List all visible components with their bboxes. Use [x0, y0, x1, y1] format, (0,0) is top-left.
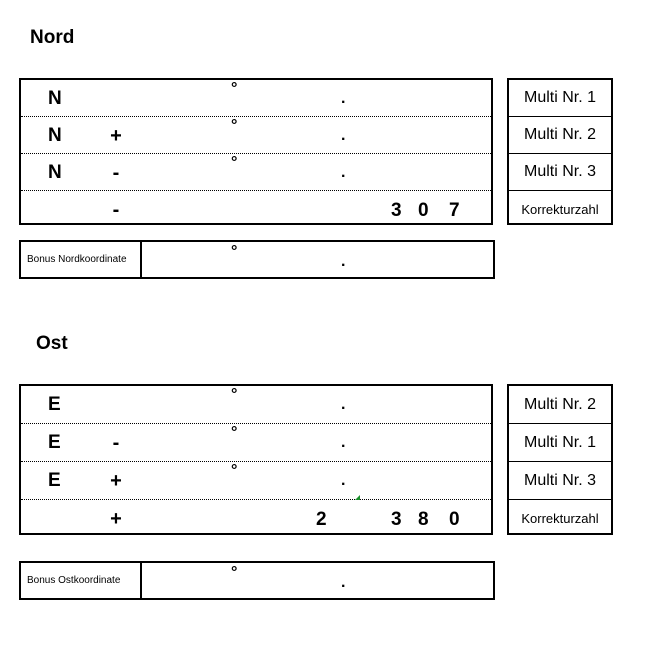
nord-row-2-direction: N [48, 125, 62, 146]
ost-row-2 [21, 424, 491, 462]
ost-row-2-operator: - [112, 432, 120, 454]
ost-row-3 [21, 462, 491, 500]
nord-row-1-degree-sign: ° [231, 80, 238, 97]
nord-bonus-degree-sign: ° [231, 243, 238, 260]
ost-multi-label: Multi Nr. 2 [509, 386, 611, 424]
nord-row-3-degree-sign: ° [231, 154, 238, 171]
nord-row-2-operator: + [110, 125, 122, 147]
nord-row-2 [21, 117, 491, 154]
ost-correction-digit: 3 [391, 509, 402, 530]
nord-multi-column [507, 78, 613, 225]
nord-row-1-direction: N [48, 88, 62, 109]
ost-row-3-degree-sign: ° [231, 462, 238, 479]
nord-correction-operator: - [112, 199, 120, 221]
ost-title: Ost [36, 333, 68, 354]
nord-row-1 [21, 80, 491, 117]
nord-bonus-decimal-point: . [341, 253, 346, 270]
ost-bonus-label: Bonus Ostkoordinate [21, 563, 142, 598]
nord-multi-label: Multi Nr. 3 [509, 154, 611, 191]
nord-bonus-box [19, 240, 495, 279]
ost-row-1-direction: E [48, 394, 61, 415]
ost-row-3-operator: + [110, 470, 122, 492]
nord-row-1-decimal-point: . [341, 90, 346, 107]
nord-title: Nord [30, 27, 75, 48]
ost-korrekturzahl-label: Korrekturzahl [521, 511, 599, 526]
ost-row-3-direction: E [48, 470, 61, 491]
ost-correction-digit: 2 [316, 509, 327, 530]
nord-row-3 [21, 154, 491, 191]
ost-row-1-degree-sign: ° [231, 386, 238, 403]
ost-correction-operator: + [110, 508, 122, 530]
ost-correction-row [21, 500, 491, 537]
ost-bonus-decimal-point: . [341, 574, 346, 591]
nord-row-3-decimal-point: . [341, 164, 346, 181]
ost-multi-column [507, 384, 613, 535]
ost-row-3-decimal-point: . [341, 472, 346, 489]
nord-row-2-degree-sign: ° [231, 117, 238, 134]
nord-row-3-operator: - [112, 162, 120, 184]
ost-bonus-degree-sign: ° [231, 564, 238, 581]
nord-calc-box [19, 78, 493, 225]
nord-multi-label: Multi Nr. 1 [509, 80, 611, 117]
nord-correction-digit: 7 [449, 200, 460, 221]
nord-correction-digit: 3 [391, 200, 402, 221]
ost-row-2-decimal-point: . [341, 434, 346, 451]
nord-bonus-label: Bonus Nordkoordinate [21, 242, 142, 277]
ost-row-1 [21, 386, 491, 424]
ost-calc-box [19, 384, 493, 535]
ost-row-2-direction: E [48, 432, 61, 453]
ost-row-2-degree-sign: ° [231, 424, 238, 441]
ost-bonus-box [19, 561, 495, 600]
nord-multi-label: Multi Nr. 2 [509, 117, 611, 154]
ost-row-1-decimal-point: . [341, 396, 346, 413]
nord-korrekturzahl-label: Korrekturzahl [521, 202, 599, 217]
nord-row-2-decimal-point: . [341, 127, 346, 144]
nord-correction-digit: 0 [418, 200, 429, 221]
ost-multi-label: Multi Nr. 1 [509, 424, 611, 462]
ost-correction-digit: 8 [418, 509, 429, 530]
nord-correction-row [21, 191, 491, 228]
ost-multi-label: Multi Nr. 3 [509, 462, 611, 500]
nord-row-3-direction: N [48, 162, 62, 183]
ost-correction-digit: 0 [449, 509, 460, 530]
cell-comment-marker [355, 495, 360, 500]
